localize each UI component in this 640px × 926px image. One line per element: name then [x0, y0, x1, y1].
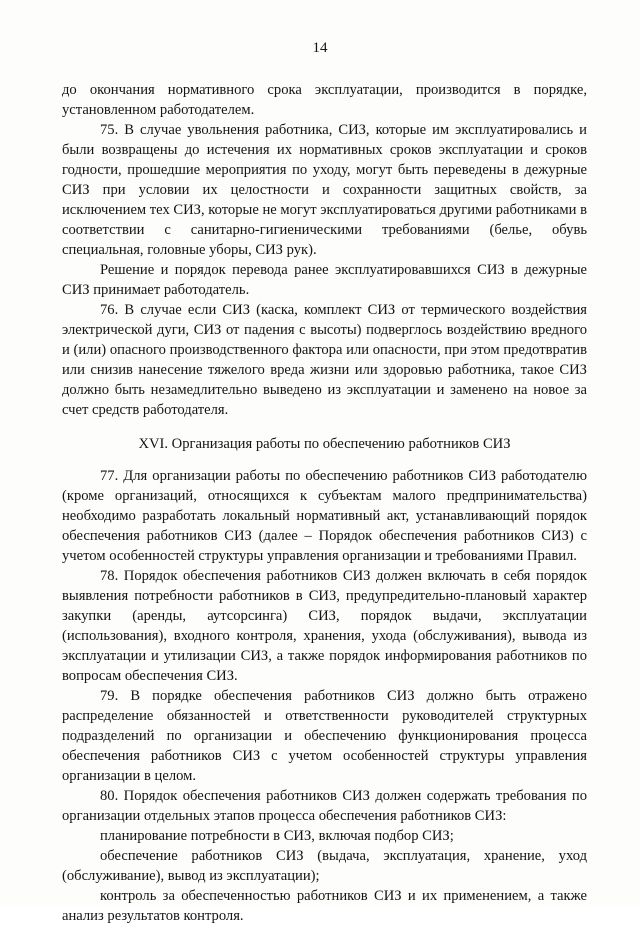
document-body: [62, 80, 587, 926]
paragraph-77: 77. Для организации работы по обеспечению работников СИЗ работодателю (кроме организаций, относящихся к субъектам малого предпринимательства) необходимо разработать локальный нормативный акт, устанавливающий порядок обеспечения работников СИЗ (далее – Порядок обеспечения работников СИЗ) с учетом особенностей структуры управления организации и требованиями Правил.: [62, 468, 587, 564]
list-item-planning: планирование потребности в СИЗ, включая подбор СИЗ;: [100, 828, 454, 844]
paragraph-78: 78. Порядок обеспечения работников СИЗ должен включать в себя порядок выявления потребности работников в СИЗ, предупредительно-плановый характер закупки (аренды, аутсорсинга) СИЗ, порядок выдачи, эксплуатации (использования), входного контроля, хранения, ухода (обслуживания), вывода из эксплуатации и утилизации СИЗ, а также порядок информирования работников по вопросам обеспечения СИЗ.: [62, 568, 587, 684]
paragraph-79: 79. В порядке обеспечения работников СИЗ должно быть отражено распределение обязанностей и ответственности руководителей структурных подразделений по организации и обеспечению функционирования процесса обеспечения работников СИЗ с учетом особенностей структуры управления организации в целом.: [62, 688, 587, 784]
section-heading: XVI. Организация работы по обеспечению работников СИЗ: [138, 436, 511, 452]
paragraph-75-decision: Решение и порядок перевода ранее эксплуатировавшихся СИЗ в дежурные СИЗ принимает работодатель.: [62, 262, 587, 298]
paragraph-75: 75. В случае увольнения работника, СИЗ, которые им эксплуатировались и были возвращены до истечения их нормативных сроков эксплуатации и сроков годности, прошедшие мероприятия по уходу, могут быть переведены в дежурные СИЗ при условии их целостности и сохранности защитных свойств, за исключением тех СИЗ, которые не могут эксплуатироваться другими работниками в соответствии с санитарно-гигиеническими требованиями (белье, обувь специальная, головные уборы, СИЗ рук).: [62, 122, 587, 258]
paragraph-76: 76. В случае если СИЗ (каска, комплект СИЗ от термического воздействия электрической дуги, СИЗ от падения с высоты) подверглось воздействию вредного и (или) опасного производственного фактора или опасности, при этом предотвратив или снизив нанесение тяжелого вреда жизни или здоровью работника, такое СИЗ должно быть незамедлительно выведено из эксплуатации и заменено на новое за счет средств работодателя.: [62, 302, 587, 418]
list-item-control: контроль за обеспеченностью работников СИЗ и их применением, а также анализ результатов контроля.: [62, 888, 587, 924]
list-item-provision: обеспечение работников СИЗ (выдача, эксплуатация, хранение, уход (обслуживание), вывод из эксплуатации);: [62, 848, 587, 884]
paragraph-continuation: до окончания нормативного срока эксплуатации, производится в порядке, установленном работодателем.: [62, 82, 587, 118]
page-number: 14: [312, 40, 328, 56]
paragraph-80: 80. Порядок обеспечения работников СИЗ должен содержать требования по организации отдельных этапов процесса обеспечения работников СИЗ:: [62, 788, 587, 824]
